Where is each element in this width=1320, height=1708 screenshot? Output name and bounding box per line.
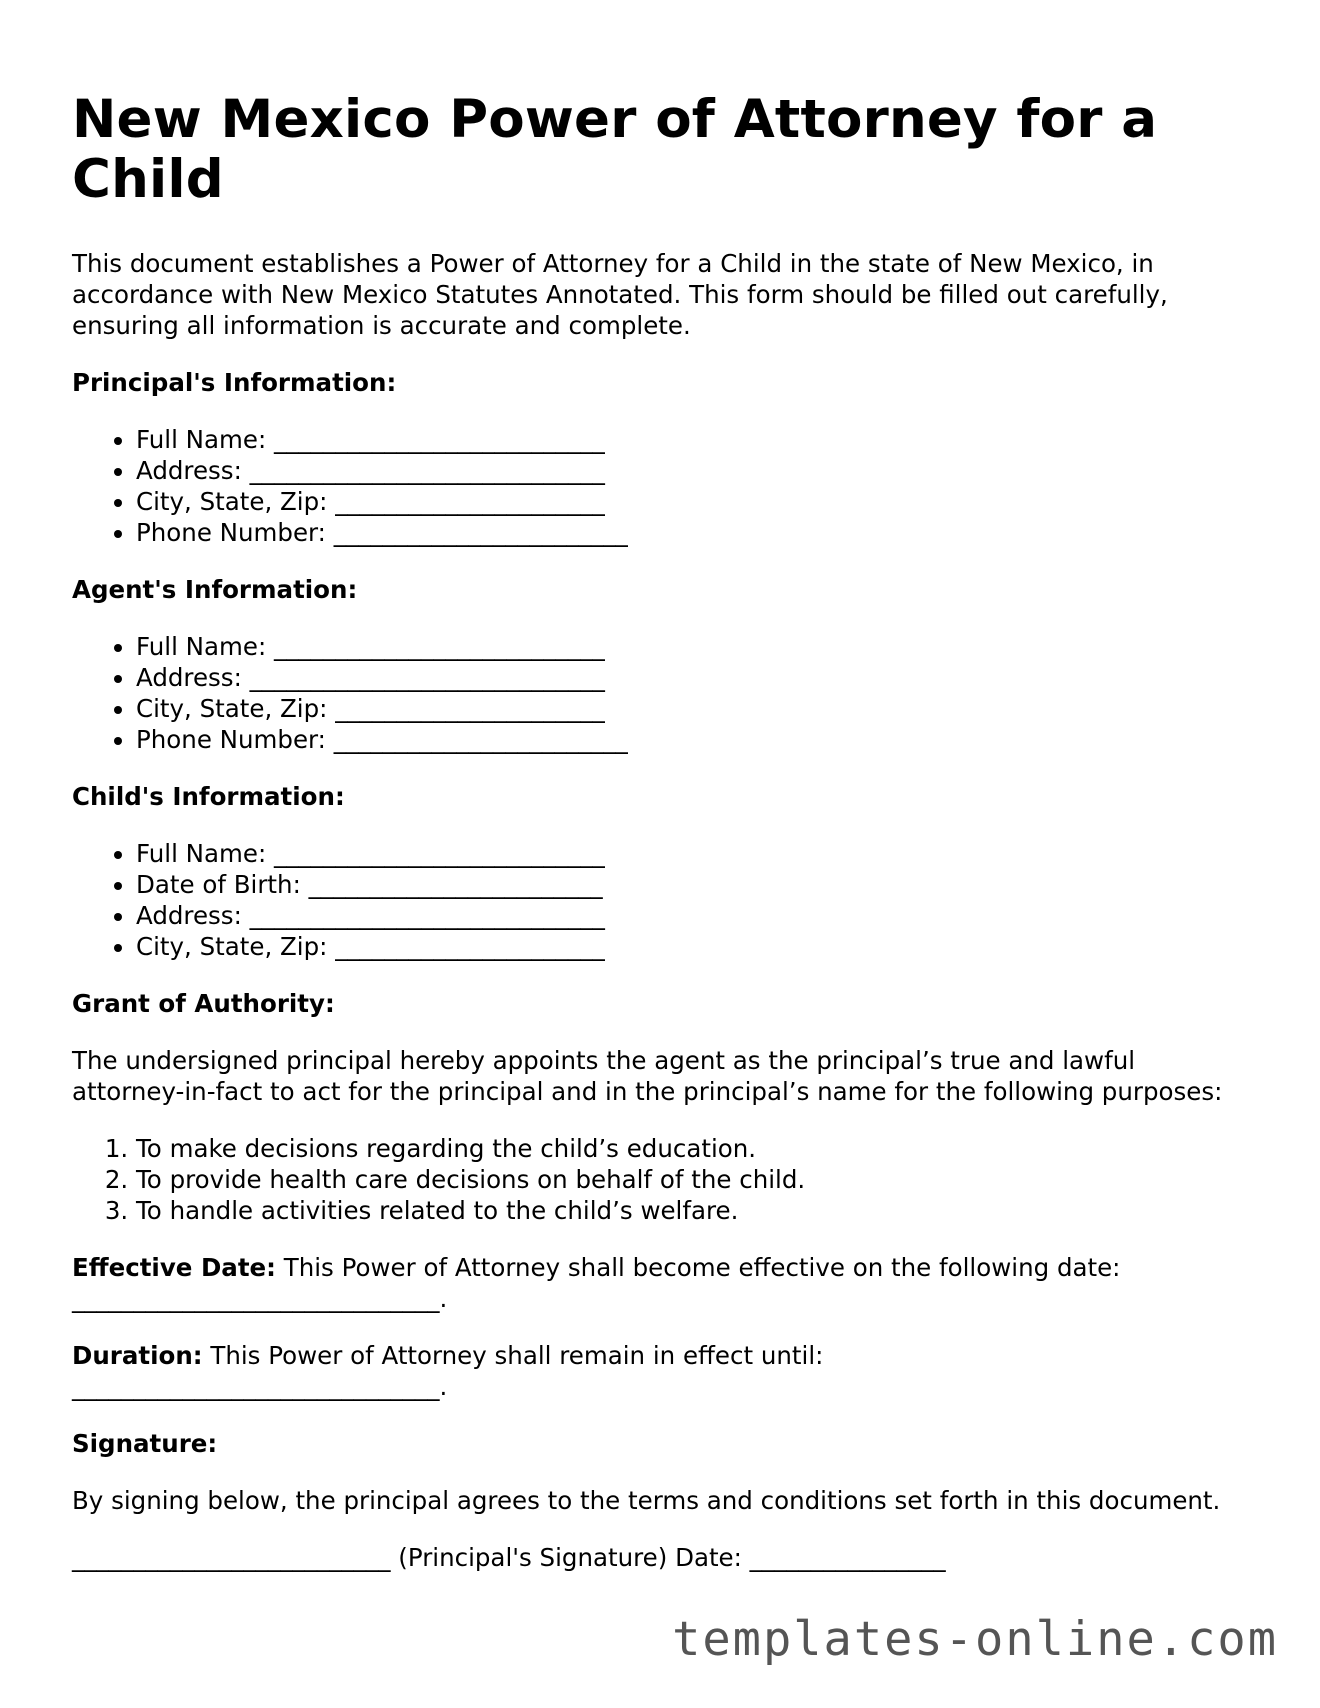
child-heading: Child's Information: [72,782,345,811]
child-address: • Address: _____________________________ [136,900,1252,931]
agent-full-name: • Full Name: ___________________________ [136,631,1252,662]
effective-date-text: This Power of Attorney shall become effective on the following date: [275,1253,1121,1282]
duration-text: This Power of Attorney shall remain in effect until: [202,1341,824,1370]
child-full-name: • Full Name: ___________________________ [136,838,1252,869]
effective-date-paragraph [72,1252,1252,1314]
principal-full-name: • Full Name: ___________________________ [136,424,1252,455]
signature-line: __________________________ (Principal's Signature) Date: ________________ [72,1543,946,1572]
agent-address: • Address: _____________________________ [136,662,1252,693]
agent-city-state-zip: • City, State, Zip: ______________________ [136,693,1252,724]
grant-heading: Grant of Authority: [72,989,335,1018]
intro-paragraph: This document establishes a Power of Attorney for a Child in the state of New Mexico, in accordance with New Mexico Statutes Annotated. This form should be filled out carefully, ensuring all information is accurate and complete. [72,249,1168,340]
principal-address: • Address: _____________________________ [136,455,1252,486]
principal-phone: • Phone Number: ________________________ [136,517,1252,548]
signature-heading: Signature: [72,1429,218,1458]
effective-date-blank: ______________________________. [72,1284,448,1313]
agent-heading: Agent's Information: [72,575,358,604]
agent-info-list [72,631,1252,755]
grant-purposes-list [72,1133,1252,1226]
purpose-item: 2. To provide health care decisions on behalf of the child. [136,1164,1252,1195]
watermark-text: templates-online.com [672,1612,1278,1667]
principal-heading: Principal's Information: [72,368,397,397]
document-page [72,90,1252,1599]
signature-paragraph: By signing below, the principal agrees to the terms and conditions set forth in this document. [72,1486,1221,1515]
purpose-item: 1. To make decisions regarding the child’s education. [136,1133,1252,1164]
principal-info-list [72,424,1252,548]
purpose-item: 3. To handle activities related to the child’s welfare. [136,1195,1252,1226]
agent-phone: • Phone Number: ________________________ [136,724,1252,755]
grant-paragraph: The undersigned principal hereby appoints the agent as the principal’s true and lawful attorney-in-fact to act for the principal and in the principal’s name for the following purposes: [72,1046,1223,1106]
document-title: New Mexico Power of Attorney for a Child [72,89,1158,210]
duration-label: Duration: [72,1341,203,1370]
duration-blank: ______________________________. [72,1372,448,1401]
effective-date-label: Effective Date: [72,1253,276,1282]
child-info-list [72,838,1252,962]
child-city-state-zip: • City, State, Zip: ______________________ [136,931,1252,962]
duration-paragraph [72,1340,1252,1402]
principal-city-state-zip: • City, State, Zip: ______________________ [136,486,1252,517]
child-date-of-birth: • Date of Birth: ________________________ [136,869,1252,900]
